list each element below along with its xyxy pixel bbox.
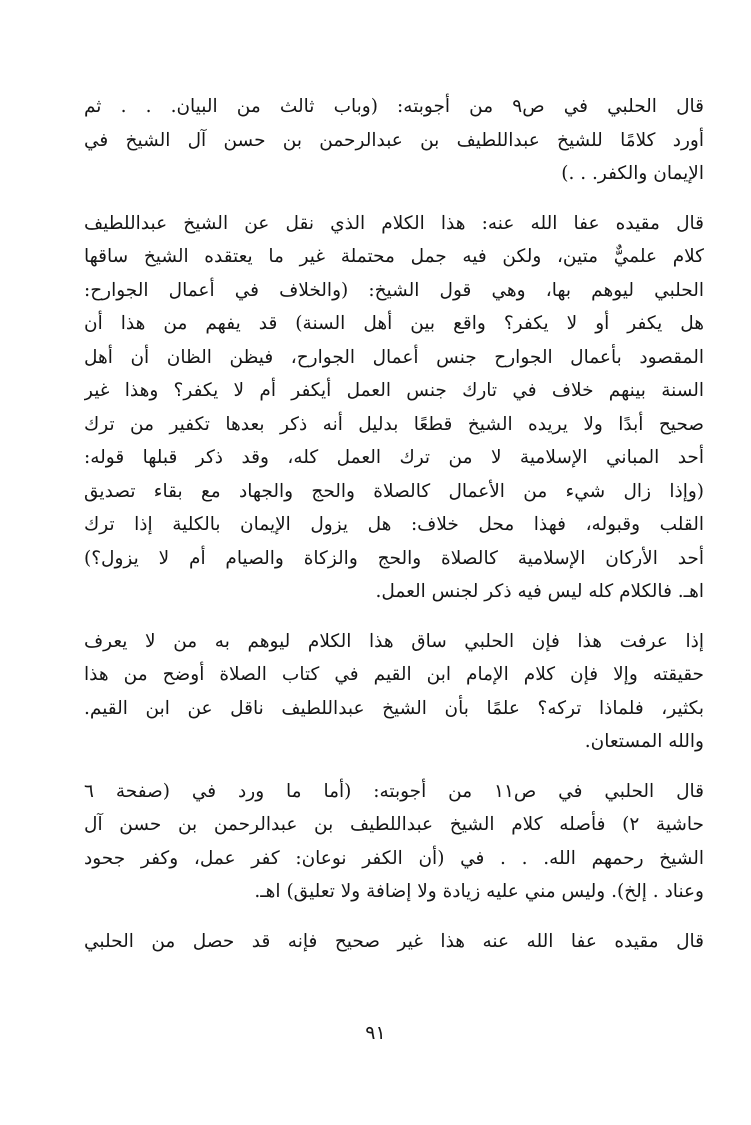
page-number: ٩١ xyxy=(365,1022,386,1044)
text-line: والله المستعان. xyxy=(584,731,704,752)
text-line: كلام علميٌّ متين، ولكن فيه جمل محتملة غير ما يعتقده الشيخ ساقها xyxy=(84,246,704,267)
text-line: أورد كلامًا للشيخ عبداللطيف بن عبدالرحمن بن حسن آل الشيخ في xyxy=(84,129,704,151)
text-line: الحلبي ليوهم بها، وهي قول الشيخ: (والخلاف في أعمال الجوارح: xyxy=(84,279,704,301)
page-body xyxy=(84,90,704,974)
paragraph-5 xyxy=(84,925,704,959)
text-line: المقصود بأعمال الجوارح جنس أعمال الجوارح، فيظن الظان أن أهل xyxy=(84,346,704,368)
text-line: إذا عرفت هذا فإن الحلبي ساق هذا الكلام ليوهم به من لا يعرف xyxy=(84,630,704,652)
text-line: قال مقيده عفا الله عنه: هذا الكلام الذي نقل عن الشيخ عبداللطيف xyxy=(84,212,704,234)
text-line: وعناد . إلخ). وليس مني عليه زيادة ولا إضافة ولا تعليق) اهـ. xyxy=(254,881,704,902)
paragraph-4 xyxy=(84,775,704,909)
text-line: السنة بينهم خلاف في تارك جنس العمل أيكفر أم لا يكفر؟ وهذا غير xyxy=(84,380,704,401)
text-line: صحيح أبدًا ولا يريده الشيخ قطعًا بدليل أنه ذكر بعدها تكفير من ترك xyxy=(84,413,704,435)
text-line: اهـ. فالكلام كله ليس فيه ذكر لجنس العمل. xyxy=(375,581,704,602)
text-line: الإيمان والكفر. . .) xyxy=(561,163,704,184)
text-line: (وإذا زال شيء من الأعمال كالصلاة والحج والجهاد مع بقاء تصديق xyxy=(84,480,704,502)
text-line: حاشية ٢) فأصله كلام الشيخ عبداللطيف بن عبدالرحمن بن حسن آل xyxy=(84,814,704,835)
paragraph-1 xyxy=(84,90,704,191)
text-line: بكثير، فلماذا تركه؟ علمًا بأن الشيخ عبداللطيف ناقل عن ابن القيم. xyxy=(84,697,704,719)
paragraph-3 xyxy=(84,625,704,759)
text-line: الشيخ رحمهم الله. . . في (أن الكفر نوعان: كفر عمل، وكفر جحود xyxy=(84,847,704,869)
text-line: القلب وقبوله، فهذا محل خلاف: هل يزول الإيمان بالكلية إذا ترك xyxy=(84,514,704,535)
paragraph-2 xyxy=(84,207,704,609)
text-line: أحد الأركان الإسلامية كالصلاة والحج والزكاة والصيام أم لا يزول؟) xyxy=(84,547,704,569)
text-line: قال الحلبي في ص٩ من أجوبته: (وباب ثالث من البيان. . . ثم xyxy=(84,96,704,117)
text-line: هل يكفر أو لا يكفر؟ واقع بين أهل السنة) قد يفهم من هذا أن xyxy=(84,313,704,334)
text-line: أحد المباني الإسلامية لا من ترك العمل كله، وقد ذكر قبلها قوله: xyxy=(84,447,704,468)
text-line: قال الحلبي في ص١١ من أجوبته: (أما ما ورد في (صفحة ٦ xyxy=(84,780,704,802)
text-line: حقيقته وإلا فإن كلام الإمام ابن القيم في كتاب الصلاة أوضح من هذا xyxy=(84,664,704,685)
text-line: قال مقيده عفا الله عنه هذا غير صحيح فإنه قد حصل من الحلبي xyxy=(84,930,704,952)
